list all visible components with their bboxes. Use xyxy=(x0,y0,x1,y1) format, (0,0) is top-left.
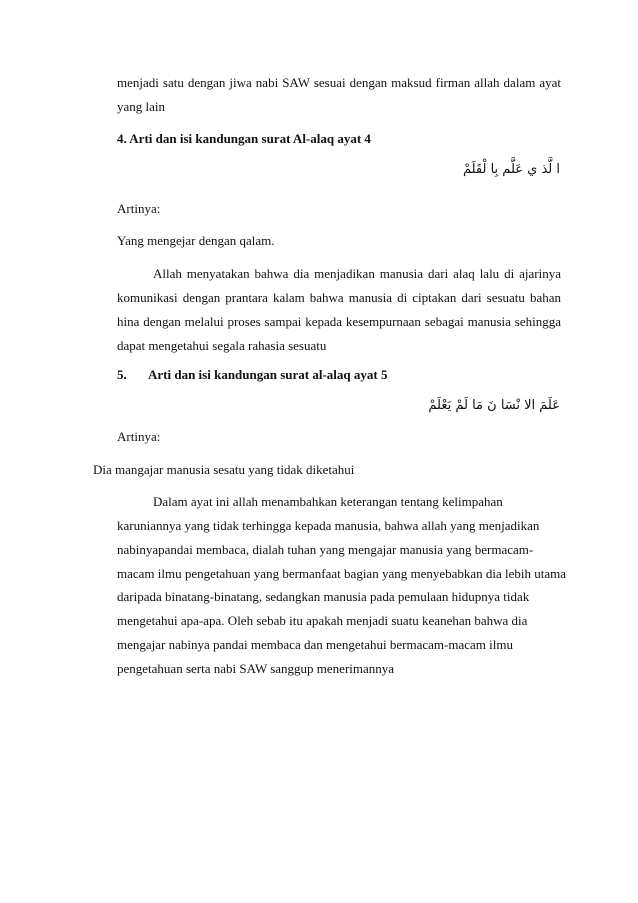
paragraph-line: macam ilmu pengetahuan yang bermanfaat bagian yang menyebabkan dia lebih utama xyxy=(117,566,567,581)
paragraph-line: karuniannya yang tidak terhingga kepada manusia, bahwa allah yang menjadikan xyxy=(117,518,540,533)
paragraph-line: komunikasi dengan prantara kalam bahwa manusia di ciptakan dari sesuatu bahan xyxy=(117,290,561,305)
paragraph-line: daripada binatang-binatang, sedangkan manusia pada pemulaan hidupnya tidak xyxy=(117,589,530,604)
artinya-label: Artinya: xyxy=(117,201,161,216)
paragraph-line: Allah menyatakan bahwa dia menjadikan manusia dari alaq lalu di ajarinya xyxy=(153,266,561,281)
paragraph-line: hina dengan melalui proses sampai kepada kesempurnaan sebagai manusia sehingga xyxy=(117,314,561,329)
paragraph-line: mengetahui apa-apa. Oleh sebab itu apakah menjadi suatu keanehan bahwa dia xyxy=(117,613,528,628)
paragraph-line: dapat mengetahui segala rahasia sesuatu xyxy=(117,338,327,353)
paragraph-line: pengetahuan serta nabi SAW sanggup menerimannya xyxy=(117,661,395,676)
arabic-verse-4: ا لَّذ ي عَلَّم بِا لْقَلَمْ xyxy=(462,162,560,177)
paragraph-line: Dalam ayat ini allah menambahkan keterangan tentang kelimpahan xyxy=(153,494,503,509)
paragraph-line: nabinyapandai membaca, dialah tuhan yang mengajar manusia yang bermacam- xyxy=(117,542,534,557)
section-5-heading: Arti dan isi kandungan surat al-alaq ayat 5 xyxy=(148,367,388,382)
artinya-label: Artinya: xyxy=(117,429,161,444)
translation-5: Dia mangajar manusia sesatu yang tidak diketahui xyxy=(93,462,355,477)
translation-4: Yang mengejar dengan qalam. xyxy=(117,233,275,248)
body-text-line: yang lain xyxy=(117,99,166,114)
body-text-line: menjadi satu dengan jiwa nabi SAW sesuai dengan maksud firman allah dalam ayat xyxy=(117,75,561,90)
section-5-number: 5. xyxy=(117,367,127,382)
arabic-verse-5: عَلَمَ الا نْسَا نَ مَا لَمْ يَعْلَمْ xyxy=(428,398,560,413)
paragraph-line: mengajar nabinya pandai membaca dan mengetahui bermacam-macam ilmu xyxy=(117,637,513,652)
section-4-heading: 4. Arti dan isi kandungan surat Al-alaq ayat 4 xyxy=(117,131,371,146)
